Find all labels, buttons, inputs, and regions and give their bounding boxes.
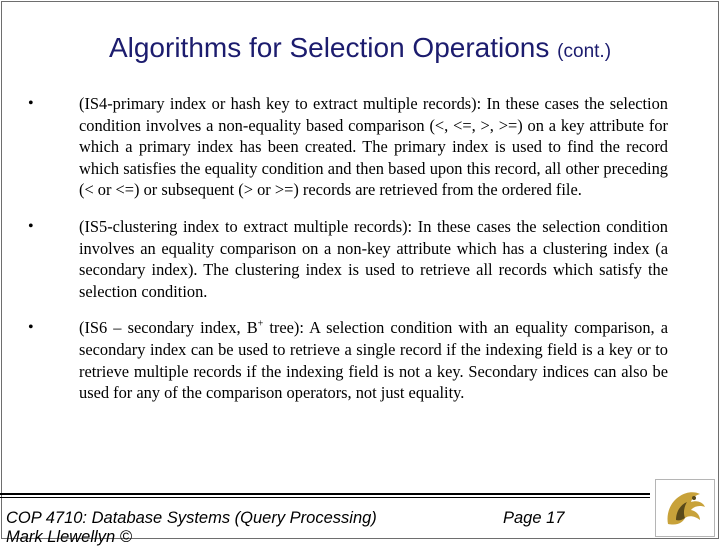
bullet-text-before: (IS6 – secondary index, B <box>79 318 258 338</box>
bullet-marker: • <box>28 95 34 112</box>
bullet-is5 <box>28 216 668 302</box>
ucf-pegasus-logo-icon <box>655 479 715 537</box>
bullet-text: (IS4-primary index or hash key to extract multiple records): In these cases the selection condition involves a non-equality based comparison (<, <=, >, >=) on a key attribute for which a primary index has been created. The primary index is used to find the record which satisfies the equality condition and then based upon this record, all other preceding (< or <=) or subsequent (> or >=) records are retrieved from the ordered file. <box>79 94 668 200</box>
bullet-text: (IS5-clustering index to extract multiple records): In these cases the selection condition involves an equality comparison on a non-key attribute which has a clustering index (a secondary index). The clustering index is used to retrieve all records which satisfy the selection condition. <box>79 216 668 301</box>
bullet-text-superscript: + <box>257 318 264 330</box>
footer-rule <box>0 493 650 495</box>
footer-page-number: Page 17 <box>503 509 565 527</box>
bullet-marker: • <box>28 319 34 337</box>
bullet-marker: • <box>28 217 34 235</box>
bullet-list <box>28 93 668 419</box>
footer-author: Mark Llewellyn © <box>6 528 132 546</box>
footer-course: COP 4710: Database Systems (Query Processing) <box>6 509 377 527</box>
bullet-is6 <box>28 317 668 403</box>
bullet-text-after: tree): A selection condition with an equality comparison, a secondary index can be used to retrieve a single record if the indexing field is a key or to retrieve multiple records if the indexing field is not a key. Secondary indices can also be used for any of the comparison operators, not just equality. <box>79 318 668 403</box>
bullet-is4 <box>28 93 668 201</box>
slide-title-main: Algorithms for Selection Operations <box>108 32 550 63</box>
slide-title <box>0 32 720 64</box>
slide-title-suffix: (cont.) <box>557 41 612 62</box>
footer-rule-thin <box>0 497 650 498</box>
